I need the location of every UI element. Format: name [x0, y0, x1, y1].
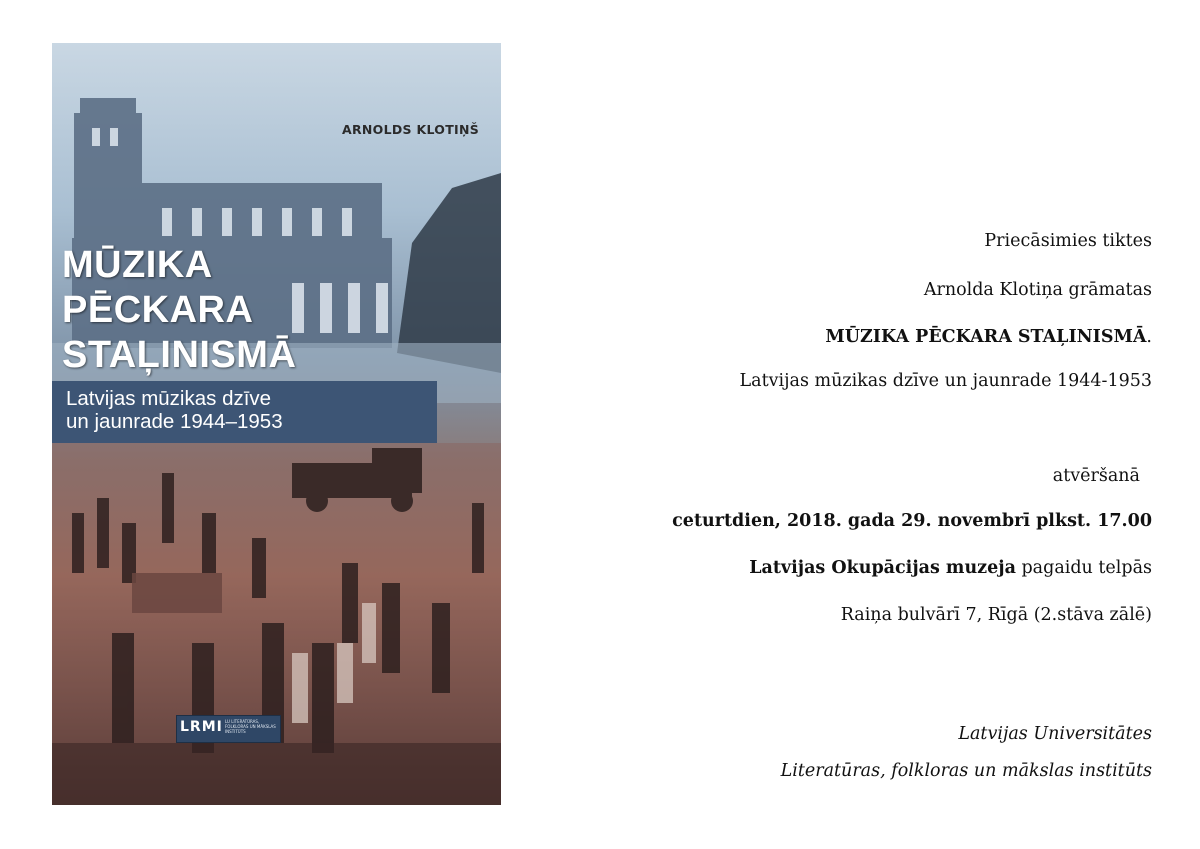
cover-title-line: STAĻINISMĀ — [62, 334, 297, 376]
invitation-line-2: Arnolda Klotiņa grāmatas — [923, 280, 1152, 300]
event-address: Raiņa bulvārī 7, Rīgā (2.stāva zālē) — [840, 605, 1152, 625]
event-date-time: ceturtdien, 2018. gada 29. novembrī plkst. 17.00 — [672, 511, 1152, 531]
invitation-line-4: Latvijas mūzikas dzīve un jaunrade 1944-1953 — [739, 371, 1152, 391]
invitation-book-title — [825, 327, 1152, 347]
cover-title — [62, 243, 296, 378]
cover-subtitle — [52, 381, 437, 443]
invitation-line-5: atvēršanā — [1052, 466, 1140, 486]
publisher-logo — [176, 715, 281, 743]
publisher-logo-mark: LRMI — [180, 719, 223, 735]
cover-title-line: PĒCKARA — [62, 289, 254, 331]
book-title-suffix: . — [1146, 327, 1152, 347]
cover-subtitle-line: un jaunrade 1944–1953 — [66, 410, 283, 433]
organizer-line-2: Literatūras, folkloras un mākslas institūts — [780, 761, 1152, 781]
publisher-logo-text: LU LITERATŪRAS, FOLKLORAS UN MĀKSLAS INSTITŪTS — [225, 719, 276, 734]
event-venue — [749, 558, 1152, 578]
cover-title-line: MŪZIKA — [62, 244, 213, 286]
cover-author: ARNOLDS KLOTIŅŠ — [342, 122, 480, 137]
venue-name: Latvijas Okupācijas muzeja — [749, 558, 1016, 578]
book-title: MŪZIKA PĒCKARA STAĻINISMĀ — [825, 327, 1147, 347]
cover-subtitle-line: Latvijas mūzikas dzīve — [66, 387, 272, 410]
organizer-line-1: Latvijas Universitātes — [958, 724, 1152, 744]
book-cover — [52, 43, 501, 805]
invitation-line-1: Priecāsimies tiktes — [984, 231, 1152, 251]
venue-rest: pagaidu telpās — [1015, 558, 1152, 578]
